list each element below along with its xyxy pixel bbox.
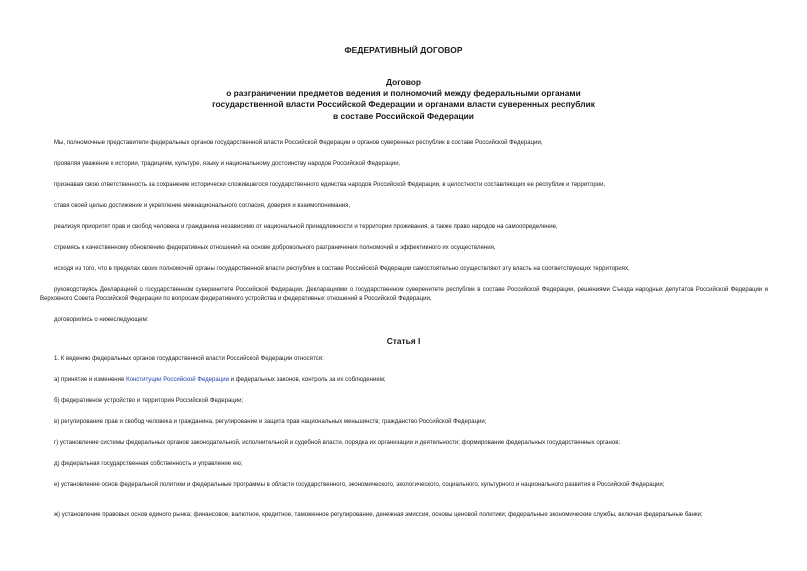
treaty-subtitle xyxy=(150,77,657,122)
constitution-link[interactable]: Конституции Российской Федерации xyxy=(126,377,229,383)
list-item: д) федеральная государственная собственность и управление ею; xyxy=(54,461,243,467)
preamble-paragraph: стремясь к качественному обновлению федеративных отношений на основе добровольного разграничения полномочий и эффективного их осуществления, xyxy=(54,245,496,251)
document-title: ФЕДЕРАТИВНЫЙ ДОГОВОР xyxy=(344,45,463,55)
preamble-paragraph: признавая свою ответственность за сохранение исторически сложившегося государственного единства народов Российской Федерации, в целостности составляющих ее республик и территории, xyxy=(54,182,606,188)
preamble-paragraph: проявляя уважение к истории, традициям, культуре, языку и национальному достоинству народов Российской Федерации, xyxy=(54,161,401,167)
list-item xyxy=(40,376,768,385)
clause-intro: 1. К ведению федеральных органов государственной власти Российской Федерации относятся: xyxy=(54,356,324,362)
preamble-paragraph: реализуя приоритет прав и свобод человека и гражданина независимо от национальной принадлежности и территории проживания, а также право народов на самоопределение, xyxy=(54,224,558,230)
preamble-paragraph: руководствуясь Декларацией о государственном суверенитете Российской Федерации, Декларациями о государственном суверенитете республик в составе Российской Федерации, решениями Съезда народных депутатов Российской Федерации и Верховного Совета Российской Федерации по вопросам федеративного устройства и федеративных отношений в Российской Федерации, xyxy=(40,287,768,303)
list-item-text: и федеральных законов, контроль за их соблюдением; xyxy=(229,377,386,383)
preamble-paragraph: Мы, полномочные представители федеральных органов государственной власти Российской Федерации и органов суверенных республик в составе Российской Федерации, xyxy=(54,140,543,146)
subtitle-line: о разграничении предметов ведения и полномочий между федеральными органами xyxy=(226,88,581,99)
preamble-paragraph: договорились о нижеследующем: xyxy=(54,317,149,323)
preamble-paragraph: ставя своей целью достижение и укрепление межнационального согласия, доверия и взаимопонимания, xyxy=(54,203,351,209)
list-item: е) установление основ федеральной политики и федеральные программы в области государственного, экономического, экологического, социального, культурного и национального развития в Российской Федерации; xyxy=(54,482,665,488)
article-heading: Статья I xyxy=(386,336,421,346)
list-item: ж) установление правовых основ единого рынка; финансовое, валютное, кредитное, таможенное регулирование, денежная эмиссия, основы ценовой политики; федеральные экономические службы, включая федеральные банки; xyxy=(54,512,703,518)
list-item-text: а) принятие и изменение xyxy=(54,377,127,383)
preamble-paragraph: исходя из того, что в пределах своих полномочий органы государственной власти республик в составе Российской Федерации самостоятельно осуществляют эту власть на соответствующих территориях, xyxy=(54,266,630,272)
subtitle-line: государственной власти Российской Федерации и органами власти суверенных республик xyxy=(212,99,595,110)
list-item: в) регулирование прав и свобод человека и гражданина, регулирование и защита прав национальных меньшинств; гражданство Российской Федерации; xyxy=(54,419,487,425)
list-item: б) федеративное устройство и территория Российской Федерации; xyxy=(54,398,244,404)
subtitle-line: Договор xyxy=(386,77,421,87)
subtitle-line: в составе Российской Федерации xyxy=(333,110,474,121)
list-item: г) установление системы федеральных органов законодательной, исполнительной и судебной власти, порядка их организации и деятельности; формирование федеральных государственных органов; xyxy=(54,440,621,446)
